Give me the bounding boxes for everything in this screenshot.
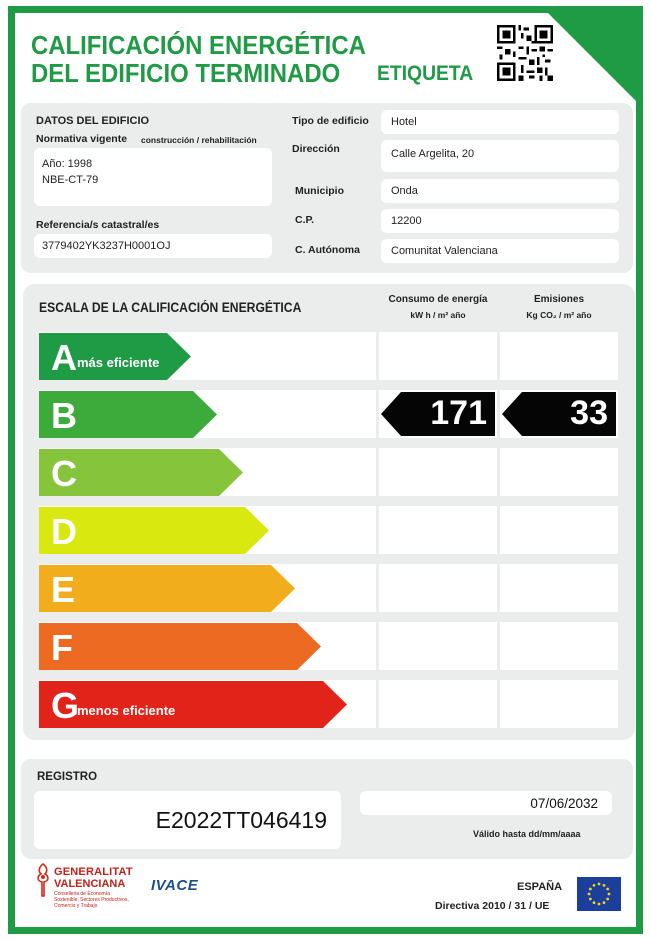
normativa-label: Normativa vigente [36,133,128,145]
energy-column-title: Consumo de energía [388,294,488,305]
class-bar-c [39,449,243,496]
eu-star-icon [608,893,611,896]
building-type-value: Hotel [391,116,417,128]
field-value-building-type [381,110,619,134]
ivace-logo: IVACE [151,877,199,894]
cadastral-ref-value: 3779402YK3237H0001OJ [42,240,171,252]
cadastral-ref-box [34,234,272,258]
normativa-box [34,148,272,206]
field-value-municipality [381,179,619,203]
eu-star-icon [589,898,592,901]
valid-until-label: Válido hasta dd/mm/aaaa [473,829,581,839]
generalitat-logo [36,861,146,917]
field-value-address [381,140,619,172]
energy-label-frame [8,6,643,934]
emissions-cell [500,506,618,554]
eu-star-icon [598,883,601,886]
registry-number-box [34,791,341,849]
field-value-postal-code [381,209,619,233]
title-line-2: DEL EDIFICIO TERMINADO [31,58,341,88]
eu-star-icon [593,901,596,904]
postal-code-value: 12200 [391,215,422,227]
eu-star-icon [598,903,601,906]
field-label-building-type: Tipo de edificio [292,115,369,127]
municipality-value: Onda [391,185,418,197]
class-bar-b [39,391,217,438]
class-bar-g [39,681,347,728]
gv-sub-3: Comercio y Trabajo [54,903,98,909]
energy-column-unit: kW h / m² año [410,310,466,320]
class-bar-f [39,623,321,670]
field-label-address: Dirección [292,143,340,155]
energy-rating-indicator [381,392,495,436]
region-value: Comunitat Valenciana [391,245,498,257]
emissions-cell [500,622,618,670]
applied-norm: NBE-CT-79 [42,174,99,186]
field-label-postal-code: C.P. [295,214,315,226]
class-letter: F [51,627,73,668]
field-label-municipality: Municipio [295,185,344,197]
emissions-cell [500,680,618,728]
class-bar-d [39,507,269,554]
normativa-sublabel: construcción / rehabilitación [141,135,257,145]
emissions-value: 33 [570,394,608,432]
class-letter: C [51,453,77,494]
class-arrow-shape [39,623,321,670]
generalitat-emblem-icon [36,863,50,899]
eu-star-icon [606,898,609,901]
emissions-column-title: Emisiones [533,294,585,305]
field-label-region: C. Autónoma [295,244,360,256]
address-value: Calle Argelita, 20 [391,148,475,160]
registry-title: REGISTRO [37,771,98,783]
emissions-cell [500,448,618,496]
eu-star-icon [603,884,606,887]
title-line-1: CALIFICACIÓN ENERGÉTICA [31,30,366,60]
qr-code-icon [497,25,553,81]
country-label: ESPAÑA [517,881,563,893]
eu-star-icon [603,901,606,904]
registry-number: E2022TT046419 [155,807,327,833]
eu-flag-icon [577,877,621,911]
eu-star-icon [589,888,592,891]
class-letter: A [51,337,77,378]
cadastral-ref-label: Referencia/s catastral/es [36,219,160,231]
energy-cell [379,564,497,612]
built-year: Año: 1998 [42,158,93,170]
valid-date: 07/06/2032 [530,796,598,811]
class-sublabel: menos eficiente [77,703,176,718]
class-letter: D [51,511,77,552]
energy-cell [379,622,497,670]
emissions-rating-indicator [502,392,616,436]
gv-name-2: VALENCIANA [54,878,126,890]
building-data-panel [21,103,633,273]
class-arrow-shape [39,565,295,612]
class-bar-e [39,565,295,612]
corner-decoration [546,11,638,103]
eu-star-icon [588,893,591,896]
emissions-column-unit: Kg CO₂ / m² año [526,310,592,320]
energy-value: 171 [430,394,487,432]
eu-star-icon [606,888,609,891]
gv-name-1: GENERALITAT [54,866,133,878]
energy-scale-panel [23,284,635,740]
class-letter: B [51,395,77,436]
gv-sub-1: Conselleria de Economía [54,891,110,897]
registry-panel [21,759,633,859]
directive-label: Directiva 2010 / 31 / UE [435,900,550,912]
class-bar-a [39,333,191,380]
energy-cell [379,680,497,728]
energy-cell [379,332,497,380]
emissions-cell [500,564,618,612]
eu-star-icon [593,884,596,887]
field-value-region [381,239,619,263]
emissions-cell [500,332,618,380]
valid-date-box [360,791,612,815]
class-letter: G [51,685,80,726]
energy-cell [379,506,497,554]
building-section-title: DATOS DEL EDIFICIO [36,115,150,127]
class-sublabel: más eficiente [77,355,160,370]
gv-sub-2: Sostenible, Sectores Productivos, [54,897,129,903]
scale-title: ESCALA DE LA CALIFICACIÓN ENERGÉTICA [39,300,302,315]
energy-cell [379,448,497,496]
class-letter: E [51,569,76,610]
label-tag: ETIQUETA [377,62,474,85]
